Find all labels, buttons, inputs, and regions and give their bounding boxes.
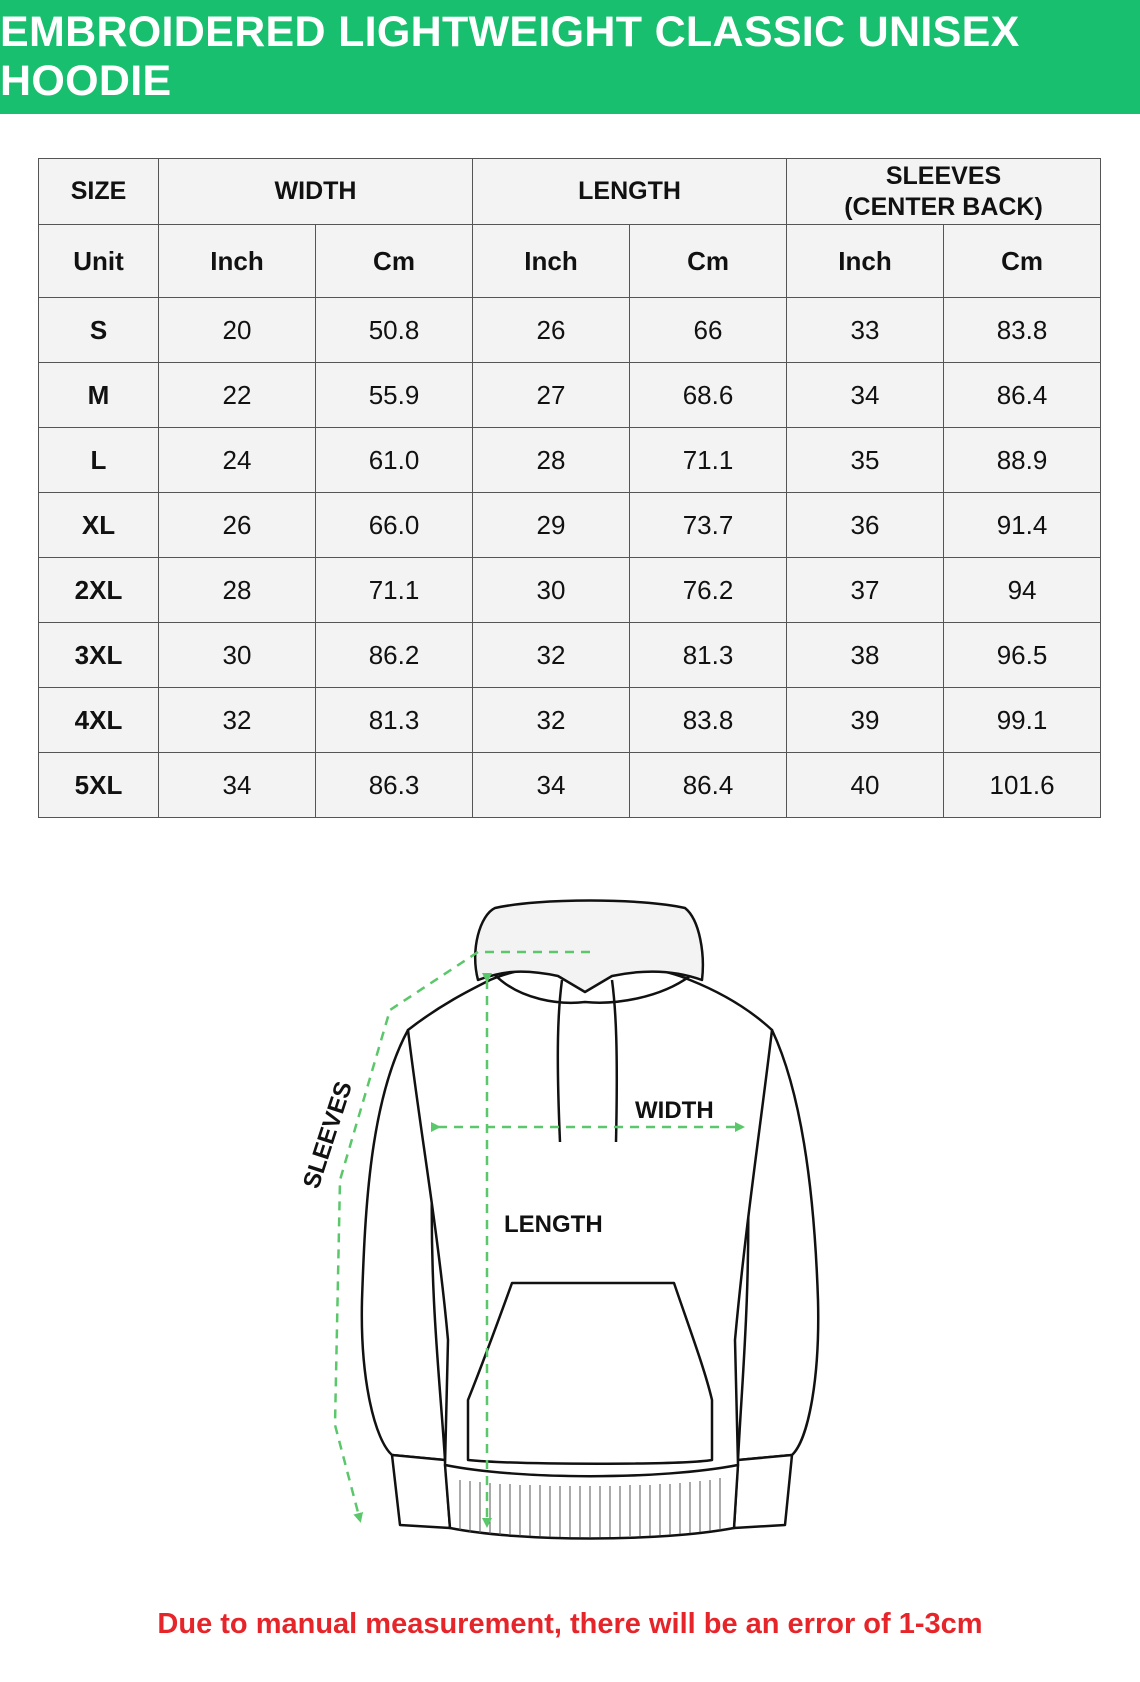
cell-width-cm: 50.8 (316, 298, 473, 363)
header-width: WIDTH (159, 159, 473, 225)
cell-length-cm: 68.6 (630, 363, 787, 428)
cell-sleeves-inch: 37 (787, 558, 944, 623)
cell-size: 5XL (39, 753, 159, 818)
cell-length-inch: 26 (473, 298, 630, 363)
width-label: WIDTH (635, 1097, 714, 1124)
cell-length-cm: 86.4 (630, 753, 787, 818)
cell-length-inch: 34 (473, 753, 630, 818)
cell-sleeves-inch: 36 (787, 493, 944, 558)
header-sleeves-line1: SLEEVES (885, 161, 1002, 190)
cell-sleeves-cm: 86.4 (944, 363, 1101, 428)
cell-length-inch: 28 (473, 428, 630, 493)
disclaimer-note: Due to manual measurement, there will be an error of 1-3cm (157, 1608, 983, 1640)
cell-length-inch: 32 (473, 688, 630, 753)
unit-sleeves-cm: Cm (944, 225, 1101, 298)
cell-sleeves-cm: 101.6 (944, 753, 1101, 818)
unit-width-inch: Inch (159, 225, 316, 298)
unit-sleeves-inch: Inch (787, 225, 944, 298)
cell-length-cm: 73.7 (630, 493, 787, 558)
table-row (39, 493, 1101, 558)
cell-sleeves-cm: 96.5 (944, 623, 1101, 688)
cell-sleeves-cm: 83.8 (944, 298, 1101, 363)
cell-length-cm: 81.3 (630, 623, 787, 688)
cell-width-inch: 28 (159, 558, 316, 623)
cell-sleeves-inch: 40 (787, 753, 944, 818)
cell-width-inch: 20 (159, 298, 316, 363)
table-row (39, 623, 1101, 688)
cell-sleeves-cm: 88.9 (944, 428, 1101, 493)
header-sleeves-line2: (CENTER BACK) (844, 192, 1043, 221)
table-row (39, 753, 1101, 818)
header-length: LENGTH (473, 159, 787, 225)
cell-sleeves-inch: 35 (787, 428, 944, 493)
table-header-row (39, 159, 1101, 225)
header-sleeves (787, 159, 1101, 225)
cell-length-inch: 32 (473, 623, 630, 688)
cell-size: 3XL (39, 623, 159, 688)
cell-width-inch: 34 (159, 753, 316, 818)
cell-sleeves-cm: 99.1 (944, 688, 1101, 753)
cell-length-cm: 71.1 (630, 428, 787, 493)
table-row (39, 428, 1101, 493)
cell-sleeves-inch: 33 (787, 298, 944, 363)
cell-width-inch: 32 (159, 688, 316, 753)
cell-sleeves-cm: 94 (944, 558, 1101, 623)
unit-length-cm: Cm (630, 225, 787, 298)
cell-length-cm: 76.2 (630, 558, 787, 623)
cell-size: 2XL (39, 558, 159, 623)
cell-size: S (39, 298, 159, 363)
cell-width-cm: 66.0 (316, 493, 473, 558)
cell-size: M (39, 363, 159, 428)
cell-sleeves-inch: 38 (787, 623, 944, 688)
cell-width-inch: 24 (159, 428, 316, 493)
cell-length-cm: 66 (630, 298, 787, 363)
cell-width-cm: 86.3 (316, 753, 473, 818)
cell-width-inch: 22 (159, 363, 316, 428)
cell-size: XL (39, 493, 159, 558)
unit-width-cm: Cm (316, 225, 473, 298)
cell-size: 4XL (39, 688, 159, 753)
size-chart-table (38, 158, 1101, 818)
page-title: EMBROIDERED LIGHTWEIGHT CLASSIC UNISEX HOODIE (0, 8, 1020, 105)
table-unit-row (39, 225, 1101, 298)
table-row (39, 558, 1101, 623)
cell-width-cm: 55.9 (316, 363, 473, 428)
cell-length-inch: 30 (473, 558, 630, 623)
cell-size: L (39, 428, 159, 493)
title-banner (0, 0, 1140, 114)
table-row (39, 363, 1101, 428)
cell-width-cm: 71.1 (316, 558, 473, 623)
unit-label: Unit (39, 225, 159, 298)
cell-length-cm: 83.8 (630, 688, 787, 753)
cell-sleeves-inch: 39 (787, 688, 944, 753)
length-label: LENGTH (504, 1211, 603, 1238)
cell-sleeves-cm: 91.4 (944, 493, 1101, 558)
cell-length-inch: 29 (473, 493, 630, 558)
cell-width-inch: 26 (159, 493, 316, 558)
table-row (39, 298, 1101, 363)
cell-width-inch: 30 (159, 623, 316, 688)
sleeves-label: SLEEVES (298, 1078, 358, 1192)
table-row (39, 688, 1101, 753)
header-size: SIZE (39, 159, 159, 225)
cell-width-cm: 86.2 (316, 623, 473, 688)
unit-length-inch: Inch (473, 225, 630, 298)
hoodie-diagram (0, 880, 1140, 1560)
cell-width-cm: 61.0 (316, 428, 473, 493)
cell-sleeves-inch: 34 (787, 363, 944, 428)
cell-length-inch: 27 (473, 363, 630, 428)
cell-width-cm: 81.3 (316, 688, 473, 753)
